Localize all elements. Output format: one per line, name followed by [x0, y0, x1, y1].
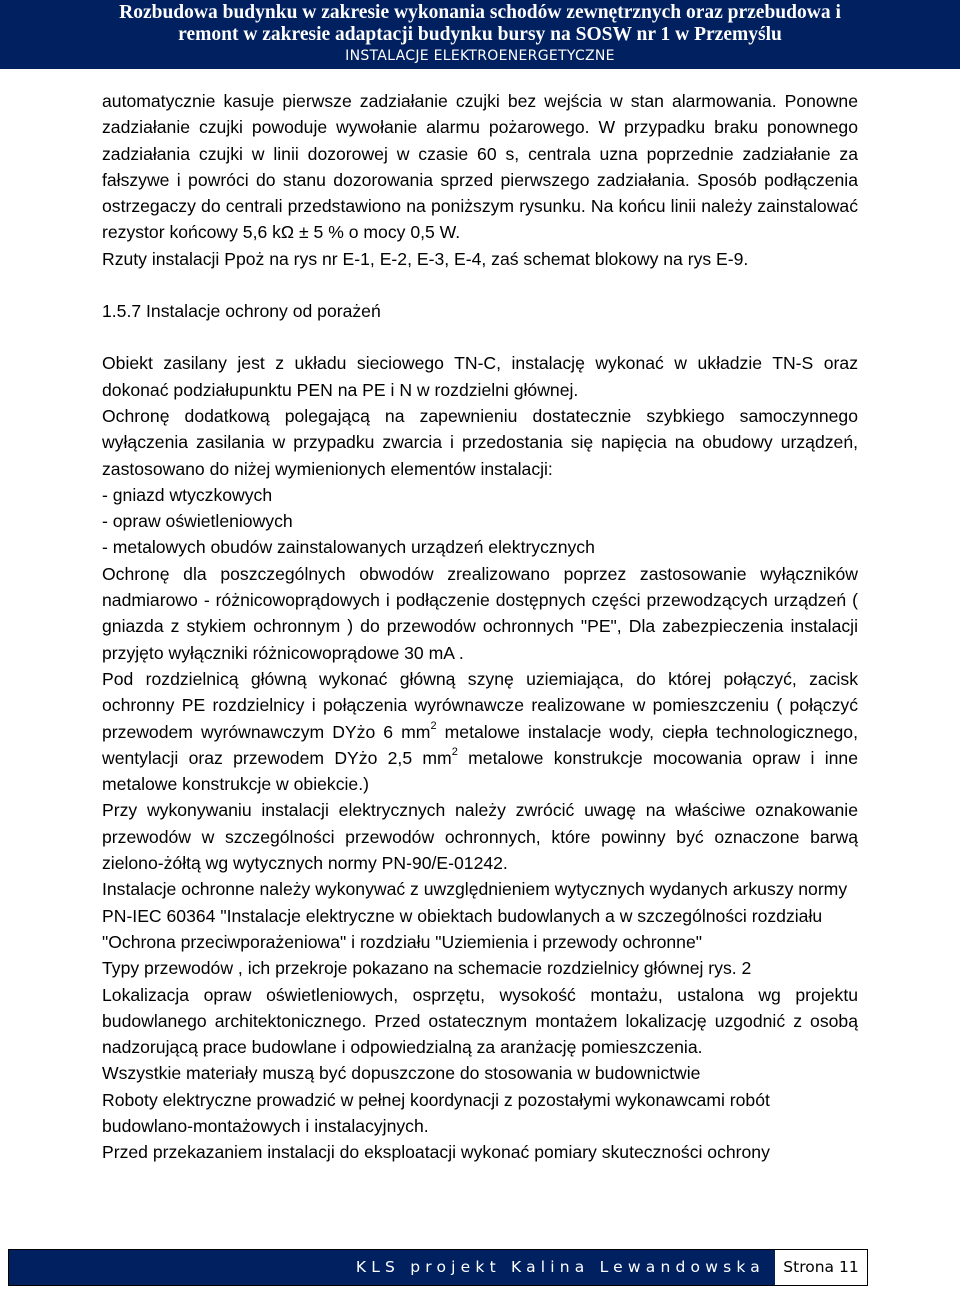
paragraph-earthing-bar-part-1: Pod rozdzielnicą główną wykonać główną szynę uziemiająca, do której połączyć, zacisk ochronny PE rozdzielnicy i połączenia wyrównawcze realizowane w pomieszczeniu ( połączyć przewodem wyrównawczym DYżo 6 mm: [102, 668, 858, 742]
header-title-line-1: Rozbudowa budynku w zakresie wykonania schodów zewnętrznych oraz przebudowa i: [119, 2, 841, 23]
header-subtitle: INSTALACJE ELEKTROENERGETYCZNE: [345, 48, 615, 64]
footer-company-name: KLS projekt Kalina Lewandowska: [9, 1250, 775, 1285]
page-number: Strona 11: [783, 1258, 859, 1276]
paragraph-drawings-reference: Rzuty instalacji Ppoż na rys nr E-1, E-2, E-3, E-4, zaś schemat blokowy na rys E-9.: [102, 248, 749, 269]
section-heading: 1.5.7 Instalacje ochrony od porażeń: [102, 301, 381, 322]
paragraph-additional-protection: Ochronę dodatkową polegającą na zapewnieniu dostatecznie szybkiego samoczynnego wyłączenia zasilania w przypadku zwarcia i przedostania się napięcia na obudowy urządzeń, zastosowano do niżej wymienionych elementów instalacji:: [102, 405, 858, 479]
list-item: - gniazd wtyczkowych: [102, 484, 273, 505]
list-item: - metalowych obudów zainstalowanych urządzeń elektrycznych: [102, 537, 595, 558]
superscript: 2: [430, 719, 437, 732]
paragraph-conductor-marking: Przy wykonywaniu instalacji elektrycznych należy zwrócić uwagę na właściwe oznakowanie przewodów w szczególności przewodów ochronnych, które powinny być oznaczone barwą zielono-żółtą wg wytycznych normy PN-90/E-01242.: [102, 800, 858, 874]
page-footer: [8, 1249, 868, 1286]
paragraph-standards: Instalacje ochronne należy wykonywać z uwzględnieniem wytycznych wydanych arkuszy normy PN-IEC 60364 "Instalacje elektryczne w obiektach budowlanych a w szczególności rozdziału "Ochrona przeciwporażeniowa" i rozdziału "Uziemienia i przewody ochronne": [102, 879, 848, 952]
paragraph-coordination: Roboty elektryczne prowadzić w pełnej koordynacji z pozostałymi wykonawcami robót budowlano-montażowych i instalacyjnych.: [102, 1089, 770, 1136]
spacer: [102, 324, 858, 350]
paragraph-materials: Wszystkie materiały muszą być dopuszczone do stosowania w budownictwie: [102, 1063, 701, 1084]
superscript: 2: [451, 745, 458, 758]
spacer: [102, 272, 858, 298]
paragraph-alarm-description: automatycznie kasuje pierwsze zadziałanie czujki bez wejścia w stan alarmowania. Ponowne zadziałanie czujki powoduje wywołanie alarmu pożarowego. W przypadku braku ponownego zadziałania czujki w linii dozorowej w czasie 60 s, centrala uzna poprzednie zadziałanie za fałszywe i powróci do stanu dozorowania sprzed pierwszego zadziałania. Sposób podłączenia ostrzegaczy do centrali przedstawiono na poniższym rysunku. Na końcu linii należy zainstalować rezystor końcowy 5,6 kΩ ± 5 % o mocy 0,5 W.: [102, 91, 858, 243]
paragraph-earthing-bar-part-2: metalowe instalacje wody, ciepła technologicznego, wentylacji oraz przewodem DYżo 2,5 mm: [102, 721, 858, 768]
page-header: [0, 0, 960, 69]
paragraph-earthing-bar-part-3: metalowe konstrukcje mocowania opraw i inne metalowe konstrukcje w obiekcie.): [102, 747, 858, 795]
paragraph-supply-system: Obiekt zasilany jest z układu sieciowego TN-C, instalację wykonać w układzie TN-S oraz dokonać podziałupunktu PEN na PE i N w rozdzielni głównej.: [102, 353, 858, 400]
paragraph-circuit-protection: Ochronę dla poszczególnych obwodów zrealizowano poprzez zastosowanie wyłączników nadmiarowo - różnicowoprądowych i podłączenie dostępnych części przewodzących urządzeń ( gniazda z stykiem ochronnym ) do przewodów ochronnych "PE", Dla zabezpieczenia instalacji przyjęto wyłączniki różnicowoprądowe 30 mA .: [102, 563, 858, 663]
header-title-line-2: remont w zakresie adaptacji budynku bursy na SOSW nr 1 w Przemyślu: [178, 24, 782, 45]
list-item: - opraw oświetleniowych: [102, 511, 293, 532]
document-body: [102, 88, 858, 1166]
paragraph-cable-types: Typy przewodów , ich przekroje pokazano na schemacie rozdzielnicy głównej rys. 2: [102, 958, 752, 979]
paragraph-luminaire-location: Lokalizacja opraw oświetleniowych, osprzętu, wysokość montażu, ustalona wg projektu budowlanego architektonicznego. Przed ostatecznym montażem lokalizację uzgodnić z osobą nadzorującą prace budowlane i odpowiedzialną za aranżację pomieszczenia.: [102, 984, 858, 1058]
paragraph-measurements: Przed przekazaniem instalacji do eksploatacji wykonać pomiary skuteczności ochrony: [102, 1142, 770, 1163]
paragraph-earthing-bar: [102, 666, 858, 797]
